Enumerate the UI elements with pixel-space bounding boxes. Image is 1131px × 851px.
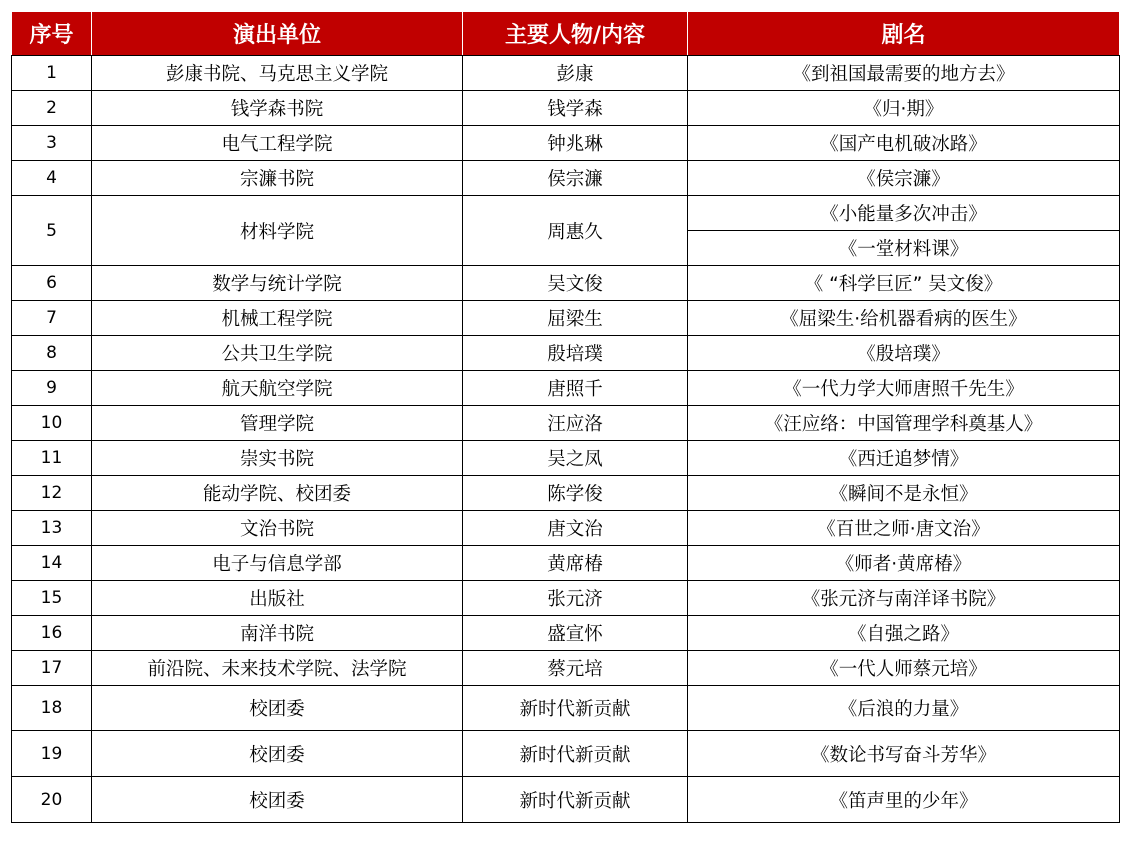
play-title-cell: 《西迁追梦情》 [688, 441, 1120, 476]
serial-number-cell: 19 [12, 731, 92, 777]
table-row [12, 126, 1120, 161]
play-title-cell: 《后浪的力量》 [688, 686, 1120, 731]
header-serial-number: 序号 [12, 12, 92, 56]
table-row [12, 731, 1120, 777]
play-title-cell: 《一堂材料课》 [688, 231, 1120, 266]
table-row [12, 91, 1120, 126]
table-row [12, 511, 1120, 546]
serial-number-cell: 3 [12, 126, 92, 161]
serial-number-cell: 2 [12, 91, 92, 126]
table-row [12, 336, 1120, 371]
performing-unit-cell: 公共卫生学院 [92, 336, 463, 371]
performing-unit-cell: 宗濂书院 [92, 161, 463, 196]
serial-number-cell: 18 [12, 686, 92, 731]
play-title-cell: 《侯宗濂》 [688, 161, 1120, 196]
main-figure-cell: 盛宣怀 [463, 616, 688, 651]
main-figure-cell: 汪应洛 [463, 406, 688, 441]
performing-unit-cell: 航天航空学院 [92, 371, 463, 406]
main-figure-cell: 唐文治 [463, 511, 688, 546]
main-figure-cell: 黄席椿 [463, 546, 688, 581]
play-title-cell: 《一代力学大师唐照千先生》 [688, 371, 1120, 406]
serial-number-cell: 17 [12, 651, 92, 686]
play-title-cell: 《笛声里的少年》 [688, 777, 1120, 823]
play-title-cell: 《小能量多次冲击》 [688, 196, 1120, 231]
main-figure-cell: 唐照千 [463, 371, 688, 406]
main-figure-cell: 钱学森 [463, 91, 688, 126]
main-figure-cell: 周惠久 [463, 196, 688, 266]
play-title-cell: 《到祖国最需要的地方去》 [688, 56, 1120, 91]
table-row [12, 476, 1120, 511]
performing-unit-cell: 南洋书院 [92, 616, 463, 651]
table-body [12, 56, 1120, 823]
table-row [12, 651, 1120, 686]
main-figure-cell: 新时代新贡献 [463, 686, 688, 731]
main-figure-cell: 屈梁生 [463, 301, 688, 336]
table-row [12, 371, 1120, 406]
serial-number-cell: 7 [12, 301, 92, 336]
serial-number-cell: 16 [12, 616, 92, 651]
performing-unit-cell: 彭康书院、马克思主义学院 [92, 56, 463, 91]
table-row [12, 546, 1120, 581]
performance-table [11, 11, 1120, 823]
main-figure-cell: 张元济 [463, 581, 688, 616]
main-figure-cell: 吴之凤 [463, 441, 688, 476]
performing-unit-cell: 管理学院 [92, 406, 463, 441]
play-title-cell: 《自强之路》 [688, 616, 1120, 651]
table-row [12, 686, 1120, 731]
main-figure-cell: 蔡元培 [463, 651, 688, 686]
performing-unit-cell: 电子与信息学部 [92, 546, 463, 581]
main-figure-cell: 钟兆琳 [463, 126, 688, 161]
performing-unit-cell: 数学与统计学院 [92, 266, 463, 301]
performing-unit-cell: 前沿院、未来技术学院、法学院 [92, 651, 463, 686]
serial-number-cell: 9 [12, 371, 92, 406]
main-figure-cell: 新时代新贡献 [463, 777, 688, 823]
header-main-figure: 主要人物/内容 [463, 12, 688, 56]
main-figure-cell: 新时代新贡献 [463, 731, 688, 777]
serial-number-cell: 1 [12, 56, 92, 91]
play-title-cell: 《师者·黄席椿》 [688, 546, 1120, 581]
performing-unit-cell: 机械工程学院 [92, 301, 463, 336]
serial-number-cell: 11 [12, 441, 92, 476]
performing-unit-cell: 校团委 [92, 777, 463, 823]
table-row [12, 301, 1120, 336]
play-title-cell: 《瞬间不是永恒》 [688, 476, 1120, 511]
table-row [12, 406, 1120, 441]
performing-unit-cell: 校团委 [92, 686, 463, 731]
play-title-cell: 《数论书写奋斗芳华》 [688, 731, 1120, 777]
table-row [12, 616, 1120, 651]
play-title-cell: 《归·期》 [688, 91, 1120, 126]
header-play-title: 剧名 [688, 12, 1120, 56]
table-row [12, 266, 1120, 301]
main-figure-cell: 吴文俊 [463, 266, 688, 301]
main-figure-cell: 彭康 [463, 56, 688, 91]
table-row [12, 196, 1120, 231]
serial-number-cell: 6 [12, 266, 92, 301]
serial-number-cell: 12 [12, 476, 92, 511]
serial-number-cell: 20 [12, 777, 92, 823]
play-title-cell: 《殷培璞》 [688, 336, 1120, 371]
table-row [12, 161, 1120, 196]
play-title-cell: 《汪应络：中国管理学科奠基人》 [688, 406, 1120, 441]
main-figure-cell: 侯宗濂 [463, 161, 688, 196]
play-title-cell: 《百世之师·唐文治》 [688, 511, 1120, 546]
play-title-cell: 《屈梁生·给机器看病的医生》 [688, 301, 1120, 336]
performing-unit-cell: 出版社 [92, 581, 463, 616]
performing-unit-cell: 崇实书院 [92, 441, 463, 476]
performing-unit-cell: 文治书院 [92, 511, 463, 546]
play-title-cell: 《国产电机破冰路》 [688, 126, 1120, 161]
main-figure-cell: 陈学俊 [463, 476, 688, 511]
serial-number-cell: 5 [12, 196, 92, 266]
main-figure-cell: 殷培璞 [463, 336, 688, 371]
performing-unit-cell: 电气工程学院 [92, 126, 463, 161]
play-title-cell: 《张元济与南洋译书院》 [688, 581, 1120, 616]
serial-number-cell: 15 [12, 581, 92, 616]
performing-unit-cell: 材料学院 [92, 196, 463, 266]
performance-table-wrapper [11, 11, 1120, 823]
table-header-row [12, 12, 1120, 56]
serial-number-cell: 14 [12, 546, 92, 581]
play-title-cell: 《一代人师蔡元培》 [688, 651, 1120, 686]
serial-number-cell: 4 [12, 161, 92, 196]
header-performing-unit: 演出单位 [92, 12, 463, 56]
serial-number-cell: 13 [12, 511, 92, 546]
performing-unit-cell: 校团委 [92, 731, 463, 777]
table-row [12, 56, 1120, 91]
table-row [12, 777, 1120, 823]
performing-unit-cell: 能动学院、校团委 [92, 476, 463, 511]
table-row [12, 441, 1120, 476]
performing-unit-cell: 钱学森书院 [92, 91, 463, 126]
serial-number-cell: 8 [12, 336, 92, 371]
table-row [12, 581, 1120, 616]
play-title-cell: 《 “科学巨匠” 吴文俊》 [688, 266, 1120, 301]
serial-number-cell: 10 [12, 406, 92, 441]
